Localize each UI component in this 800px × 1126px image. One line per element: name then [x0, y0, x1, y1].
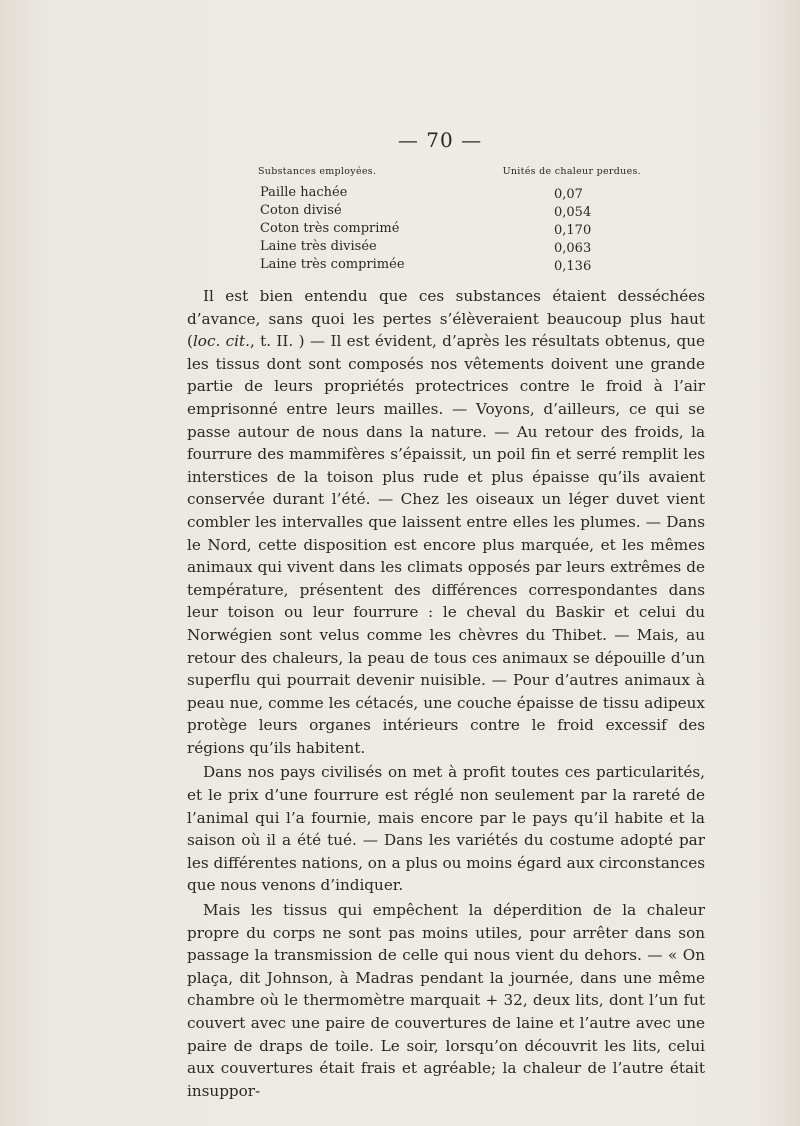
heat-loss-table: [260, 185, 600, 275]
heat-loss-value: 0,054: [554, 205, 592, 220]
paragraph: Dans nos pays civilisés on met à profit toutes ces particularités, et le prix d’une fourrure est réglé non seulement par la rareté de l’animal qui l’a fournie, mais encore par le pays qu’il habite et la saison où il a été tué. — Dans les variétés du costume adopté par les différentes nations, on a plus ou moins égard aux circonstances que nous venons d’indiquer.: [187, 763, 705, 895]
table-row: [260, 239, 600, 257]
paragraph-text: Il est bien entendu que ces substances étaient desséchées d’avance, sans quoi les pertes s’élèveraient beaucoup plus haut (: [187, 287, 705, 351]
heat-loss-value: 0,136: [554, 259, 592, 274]
page-number: — 70 —: [397, 128, 483, 152]
heat-loss-value: 0,07: [554, 187, 583, 202]
citation: loc. cit.: [192, 332, 250, 351]
table-header-units: Unités de chaleur perdues.: [502, 166, 641, 177]
body-text: [187, 285, 705, 1102]
paragraph-text: , t. II. ) — Il est évident, d’après les résultats obtenus, que les tissus dont sont composés nos vêtements doivent une grande partie de leurs propriétés protectrices contre le froid à l’air emprisonné entre leurs mailles. — Voyons, d’ailleurs, ce qui se passe autour de nous dans la nature. — Au retour des froids, la fourrure des mammifères s’épaissit, un poil fin et serré remplit les interstices de la toison plus rude et plus épaisse qu’ils avaient conservée durant l’été. — Chez les oiseaux un léger duvet vient combler les intervalles que laissent entre elles les plumes. — Dans le Nord, cette disposition est encore plus marquée, et les mêmes animaux qui vivent dans les climats opposés par leurs extrêmes de température, présentent des différences correspondantes dans leur toison ou leur fourrure : le cheval du Baskir et celui du Norwégien sont velus comme les chèvres du Thibet. — Mais, au retour des chaleurs, la peau de tous ces animaux se dépouille d’un superflu qui pourrait devenir nuisible. — Pour d’autres animaux à peau nue, comme les cétacés, une couche épaisse de tissu adipeux protège leurs organes intérieurs contre le froid excessif des régions qu’ils habitent.: [187, 332, 705, 757]
paragraph: [187, 285, 705, 759]
table-row: [260, 221, 600, 239]
table-row: [260, 203, 600, 221]
substance-name: Coton très comprimé: [260, 221, 400, 236]
heat-loss-value: 0,063: [554, 241, 592, 256]
table-row: [260, 257, 600, 275]
substance-name: Laine très divisée: [260, 239, 377, 254]
substance-name: Paille hachée: [260, 185, 348, 200]
substance-name: Laine très comprimée: [260, 257, 405, 272]
table-row: [260, 185, 600, 203]
substance-name: Coton divisé: [260, 203, 342, 218]
table-header-substances: Substances employées.: [258, 166, 377, 177]
heat-loss-value: 0,170: [554, 223, 592, 238]
paragraph: Mais les tissus qui empêchent la déperdition de la chaleur propre du corps ne sont pas moins utiles, pour arrêter dans son passage la transmission de celle qui nous vient du dehors. — « On plaça, dit Johnson, à Madras pendant la journée, dans une même chambre où le thermomètre marquait + 32, deux lits, dont l’un fut couvert avec une paire de couvertures de laine et l’autre avec une paire de draps de toile. Le soir, lorsqu’on découvrit les lits, celui aux couvertures était frais et agréable; la chaleur de l’autre était insuppor-: [187, 901, 705, 1100]
